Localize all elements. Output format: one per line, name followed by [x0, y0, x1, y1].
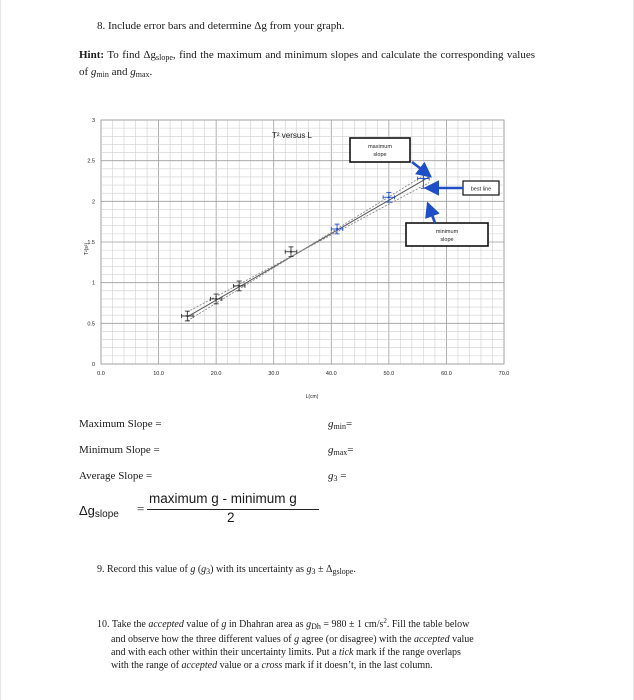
hint-g-max: g: [130, 66, 136, 78]
q10-sq: 2: [383, 617, 387, 625]
point-marker: [186, 315, 188, 317]
hint-g-min: g: [90, 66, 97, 78]
point-marker: [336, 228, 338, 230]
q10-b: value of: [183, 619, 222, 630]
q9-text-b: (: [195, 564, 202, 575]
y-tick-label: 3: [91, 118, 95, 124]
g-min-label: [328, 418, 352, 431]
formula-delta-g: Δg: [79, 503, 95, 518]
g3-eq: =: [337, 470, 347, 482]
g-min-g: g: [328, 418, 334, 430]
q10-accepted-3: accepted: [181, 660, 218, 671]
question-8: 8. Include error bars and determine Δg from your graph.: [97, 20, 345, 32]
y-tick-label: 1: [91, 280, 95, 287]
q10-gdh: g: [306, 619, 312, 630]
graph-xlabel: L(cm): [305, 394, 319, 400]
q10-j: value or a: [217, 660, 262, 671]
callout-max-box: [350, 138, 410, 162]
q10-a: 10. Take the: [97, 619, 149, 630]
callout-max-line1: maximum: [368, 144, 392, 150]
point-marker: [422, 177, 424, 179]
q9-pm: ± Δ: [315, 564, 333, 575]
callout-min-line2: slope: [440, 237, 454, 243]
x-tick-label: 70.0: [498, 371, 510, 377]
x-tick-label: 50.0: [383, 371, 395, 377]
question-10: [97, 615, 535, 672]
y-tick-label: 2: [91, 199, 95, 206]
hint-end: .: [149, 66, 153, 78]
q9-g3b: g: [306, 564, 312, 575]
x-tick-label: 20.0: [210, 371, 222, 377]
hint-label: Hint:: [79, 49, 105, 61]
t2-versus-l-graph: [80, 106, 520, 406]
g-max-sub: max: [333, 448, 348, 457]
q10-line-3: [97, 646, 535, 659]
x-tick-label: 10.0: [153, 371, 164, 377]
graph-ylabel: T²(s²): [84, 242, 90, 256]
point-marker: [290, 251, 292, 253]
formula-denominator: 2: [227, 510, 235, 525]
q9-g3: g: [201, 564, 207, 575]
formula-equals: =: [137, 501, 145, 516]
max-slope-label: Maximum Slope =: [79, 418, 162, 430]
y-tick-label: 1.5: [87, 240, 95, 246]
hint-text: To find Δg: [104, 49, 156, 61]
avg-slope-label: Average Slope =: [79, 470, 153, 482]
callout-best-label: best line: [470, 186, 492, 193]
hint-and: and: [108, 66, 131, 78]
g3-sub: 3: [333, 474, 338, 483]
g-max-g: g: [328, 444, 334, 456]
q9-text-c: ) with its uncertainty as: [210, 564, 307, 575]
q10-line3-text: and with each other within their uncertainty limits. Put a: [111, 647, 340, 658]
q10-g1: g: [221, 619, 227, 630]
hint-text-2: , find the maximum and minimum slopes and calculate the corresponding values of: [79, 49, 536, 78]
q10-line4-text: with the range of: [111, 660, 182, 671]
q10-tick: tick: [339, 647, 354, 658]
hint-sub-max: max: [135, 70, 150, 79]
point-marker: [388, 196, 390, 198]
graph-title: T² versus L: [271, 131, 313, 140]
q10-line2-text: and observe how the three different values of: [111, 634, 295, 645]
hint-sub-min: min: [96, 70, 109, 79]
q10-accepted-2: accepted: [414, 634, 450, 645]
q9-g3-sub: 3: [206, 567, 211, 576]
q10-h: mark if the range overlaps: [353, 647, 461, 658]
hint-paragraph: [79, 48, 535, 82]
y-tick-label: 0.5: [87, 321, 95, 328]
q10-g-value: value: [449, 634, 474, 645]
q10-d: = 980 ± 1 cm/s: [320, 619, 384, 630]
callout-min-line1: minimum: [435, 229, 459, 235]
point-marker: [238, 285, 240, 287]
q9-slope-sub: gslope: [332, 567, 354, 576]
q10-cross: cross: [261, 660, 283, 671]
x-tick-label: 60.0: [441, 371, 452, 377]
y-tick-label: 0: [91, 362, 95, 368]
min-slope-label: Minimum Slope =: [79, 444, 160, 456]
q9-g3b-sub: 3: [311, 567, 316, 576]
x-tick-label: 40.0: [325, 371, 337, 377]
g-max-label: [328, 444, 354, 457]
q10-line-2: [97, 633, 535, 646]
g3-label: [328, 470, 346, 483]
g-min-sub: min: [333, 422, 346, 431]
q10-c: in Dhahran area as: [226, 619, 307, 630]
q10-e: . Fill the table below: [386, 619, 470, 630]
formula-numerator: maximum g - minimum g: [149, 491, 297, 506]
callout-max-line2: slope: [373, 152, 387, 158]
formula-lhs: [79, 503, 119, 520]
q10-line-4: [97, 659, 535, 672]
q9-g: g: [190, 564, 196, 575]
point-marker: [215, 298, 217, 300]
g-min-eq: =: [345, 418, 353, 430]
q10-accepted-1: accepted: [148, 619, 184, 630]
q10-g2: g: [294, 634, 300, 645]
q9-end: .: [353, 564, 356, 575]
q10-k: mark if it doesn’t, in the last column.: [282, 660, 433, 671]
g3-g: g: [328, 470, 334, 482]
g-max-eq: =: [347, 444, 354, 456]
q10-f: agree (or disagree) with the: [299, 634, 415, 645]
question-9: [97, 564, 356, 576]
q10-gdh-sub: Dh: [311, 622, 321, 631]
x-tick-label: 0.0: [97, 371, 105, 377]
x-tick-label: 30.0: [268, 371, 280, 377]
y-tick-label: 2.5: [87, 158, 95, 165]
hint-sub-slope: slope: [155, 53, 173, 62]
formula-lhs-sub: slope: [94, 509, 119, 520]
q9-text-a: 9. Record this value of: [97, 564, 191, 575]
